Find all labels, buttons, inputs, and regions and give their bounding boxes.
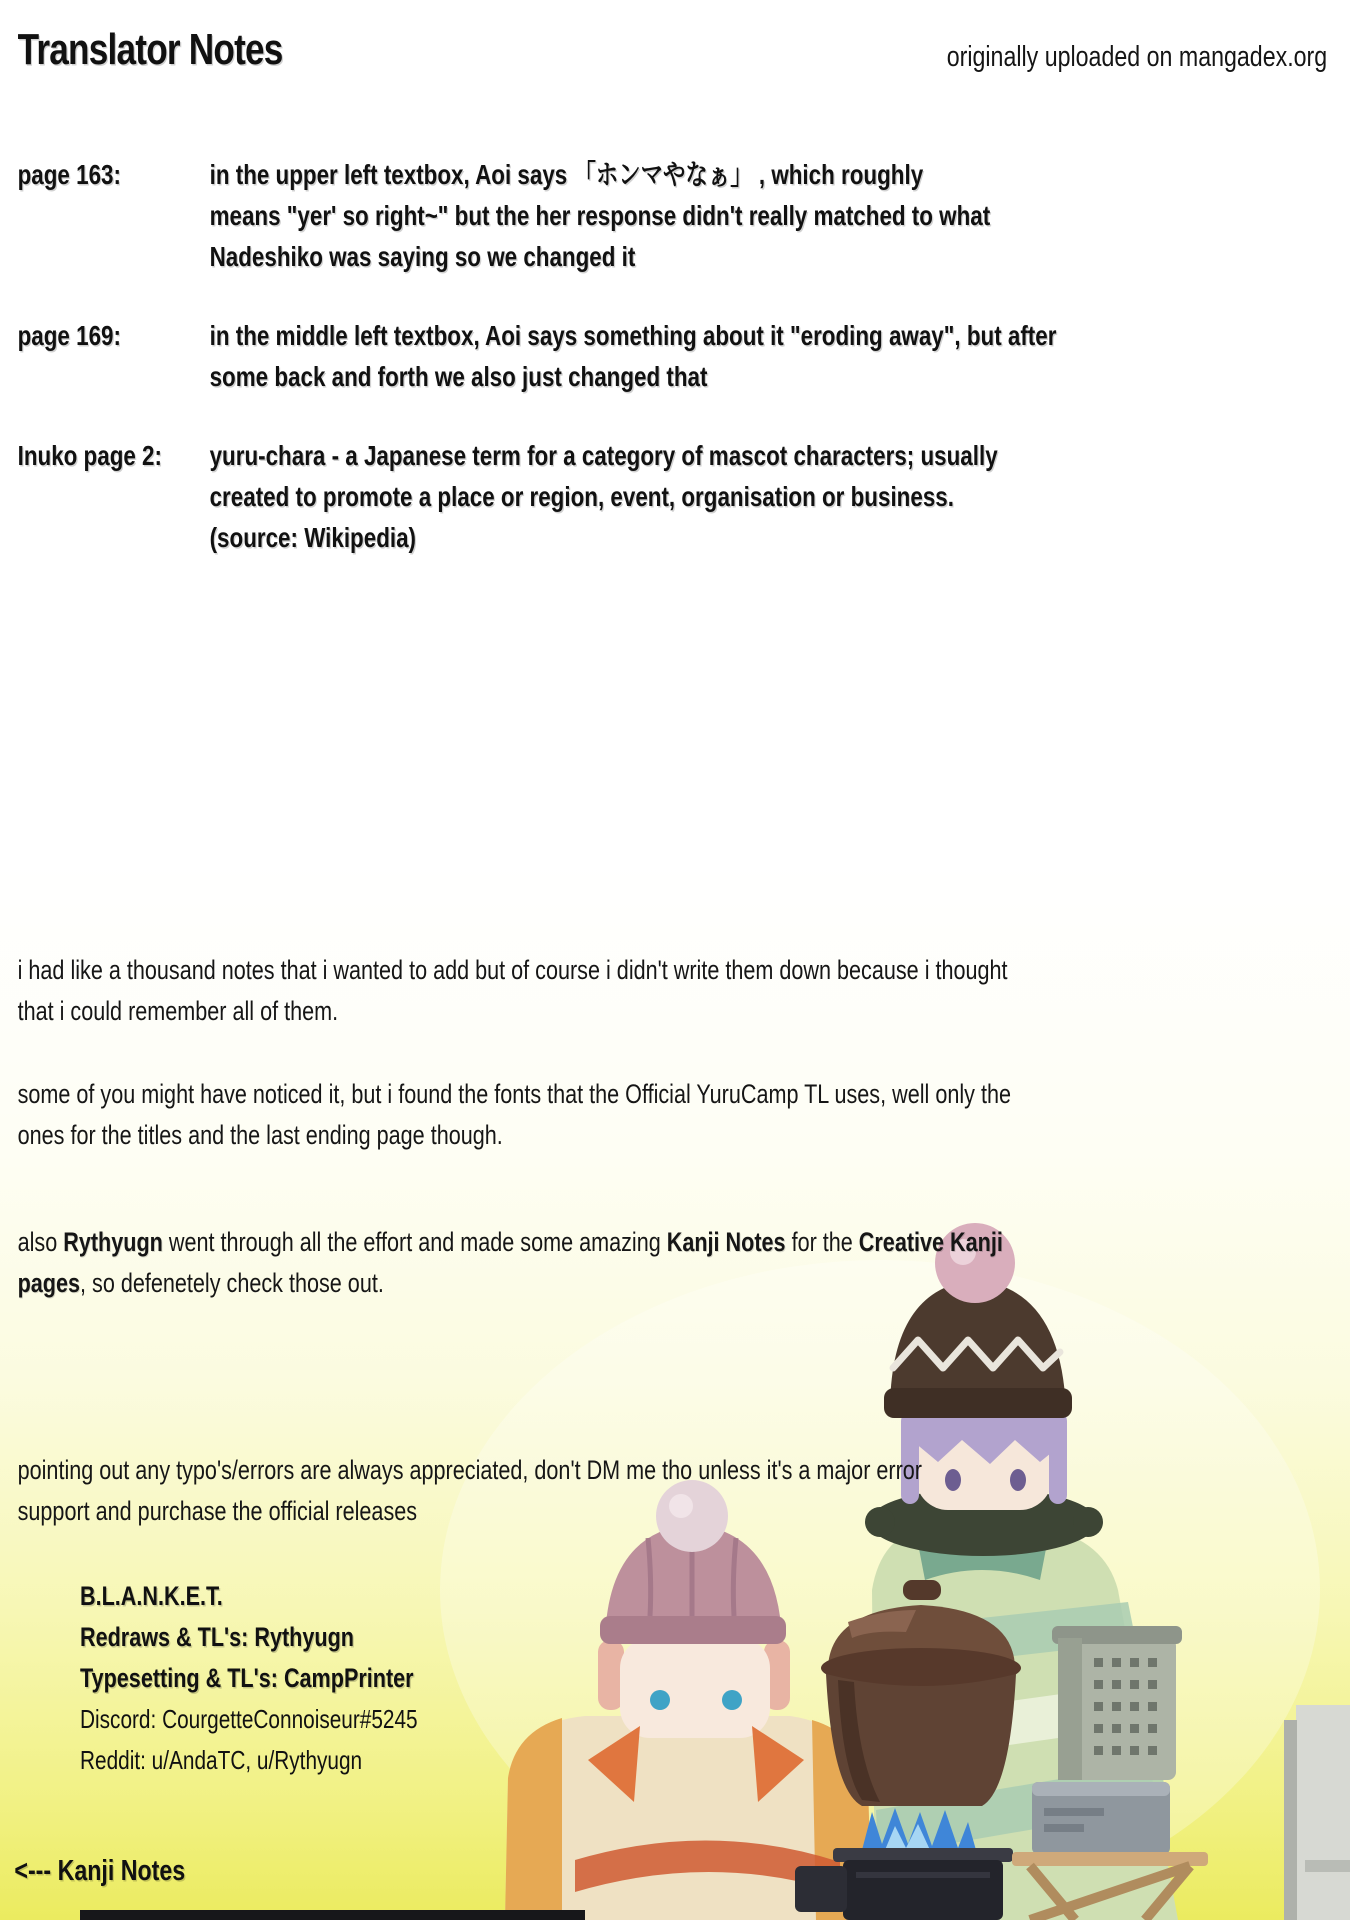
note-line: yuru-chara - a Japanese term for a category of mascot characters; usually bbox=[209, 440, 998, 471]
notes-section bbox=[18, 154, 1350, 558]
paragraph-line: that i could remember all of them. bbox=[17, 996, 339, 1026]
body-text bbox=[18, 950, 1350, 1532]
credits-typesetting: Typesetting & TL's: CampPrinter bbox=[80, 1663, 414, 1693]
note-row bbox=[18, 315, 1350, 397]
note-row bbox=[18, 435, 1350, 558]
note-line: Nadeshiko was saying so we changed it bbox=[209, 241, 636, 272]
note-text bbox=[210, 435, 1350, 558]
note-label: page 169: bbox=[17, 320, 121, 351]
note-text bbox=[210, 154, 1350, 277]
paragraph-line: pages, so defenetely check those out. bbox=[17, 1268, 384, 1298]
note-line: in the middle left textbox, Aoi says something about it "eroding away", but after bbox=[209, 320, 1057, 351]
note-line: created to promote a place or region, event, organisation or business. bbox=[209, 481, 954, 512]
paragraph-line: also Rythyugn went through all the effort and made some amazing Kanji Notes for the Creative Kanji bbox=[17, 1227, 1003, 1257]
kanji-notes-pointer: <--- Kanji Notes bbox=[14, 1855, 186, 1887]
paragraph-line: ones for the titles and the last ending page though. bbox=[17, 1120, 503, 1150]
note-line: in the upper left textbox, Aoi says 「ホンマやなぁ」 , which roughly bbox=[209, 159, 924, 190]
note-line: (source: Wikipedia) bbox=[209, 522, 417, 553]
credits-group-name: B.L.A.N.K.E.T. bbox=[80, 1581, 223, 1611]
paragraph-line: i had like a thousand notes that i wanted to add but of course i didn't write them down because i thought bbox=[17, 955, 1008, 985]
table-edge bbox=[80, 1910, 585, 1920]
paragraph-notes-lost bbox=[18, 950, 1350, 1032]
credits-reddit: Reddit: u/AndaTC, u/Rythyugn bbox=[80, 1745, 363, 1775]
paragraph-line: support and purchase the official releases bbox=[17, 1496, 418, 1526]
credits-block bbox=[18, 1576, 1350, 1781]
note-row bbox=[18, 154, 1350, 277]
credits-discord: Discord: CourgetteConnoiseur#5245 bbox=[80, 1704, 418, 1734]
paragraph-kanji-notes bbox=[18, 1222, 1350, 1304]
page-title: Translator Notes bbox=[17, 25, 283, 74]
note-text bbox=[210, 315, 1350, 397]
paragraph-line: some of you might have noticed it, but i found the fonts that the Official YuruCamp TL uses, well only the bbox=[17, 1079, 1011, 1109]
header bbox=[18, 26, 1350, 74]
note-line: some back and forth we also just changed that bbox=[209, 361, 708, 392]
upload-note: originally uploaded on mangadex.org bbox=[946, 41, 1328, 73]
note-line: means "yer' so right~" but the her response didn't really matched to what bbox=[209, 200, 991, 231]
note-label: Inuko page 2: bbox=[17, 440, 162, 471]
paragraph-typos-support bbox=[18, 1450, 1350, 1532]
paragraph-fonts bbox=[18, 1074, 1350, 1156]
note-label: page 163: bbox=[17, 159, 121, 190]
credits-redraws: Redraws & TL's: Rythyugn bbox=[80, 1622, 354, 1652]
paragraph-line: pointing out any typo's/errors are always appreciated, don't DM me tho unless it's a major error bbox=[17, 1455, 923, 1485]
